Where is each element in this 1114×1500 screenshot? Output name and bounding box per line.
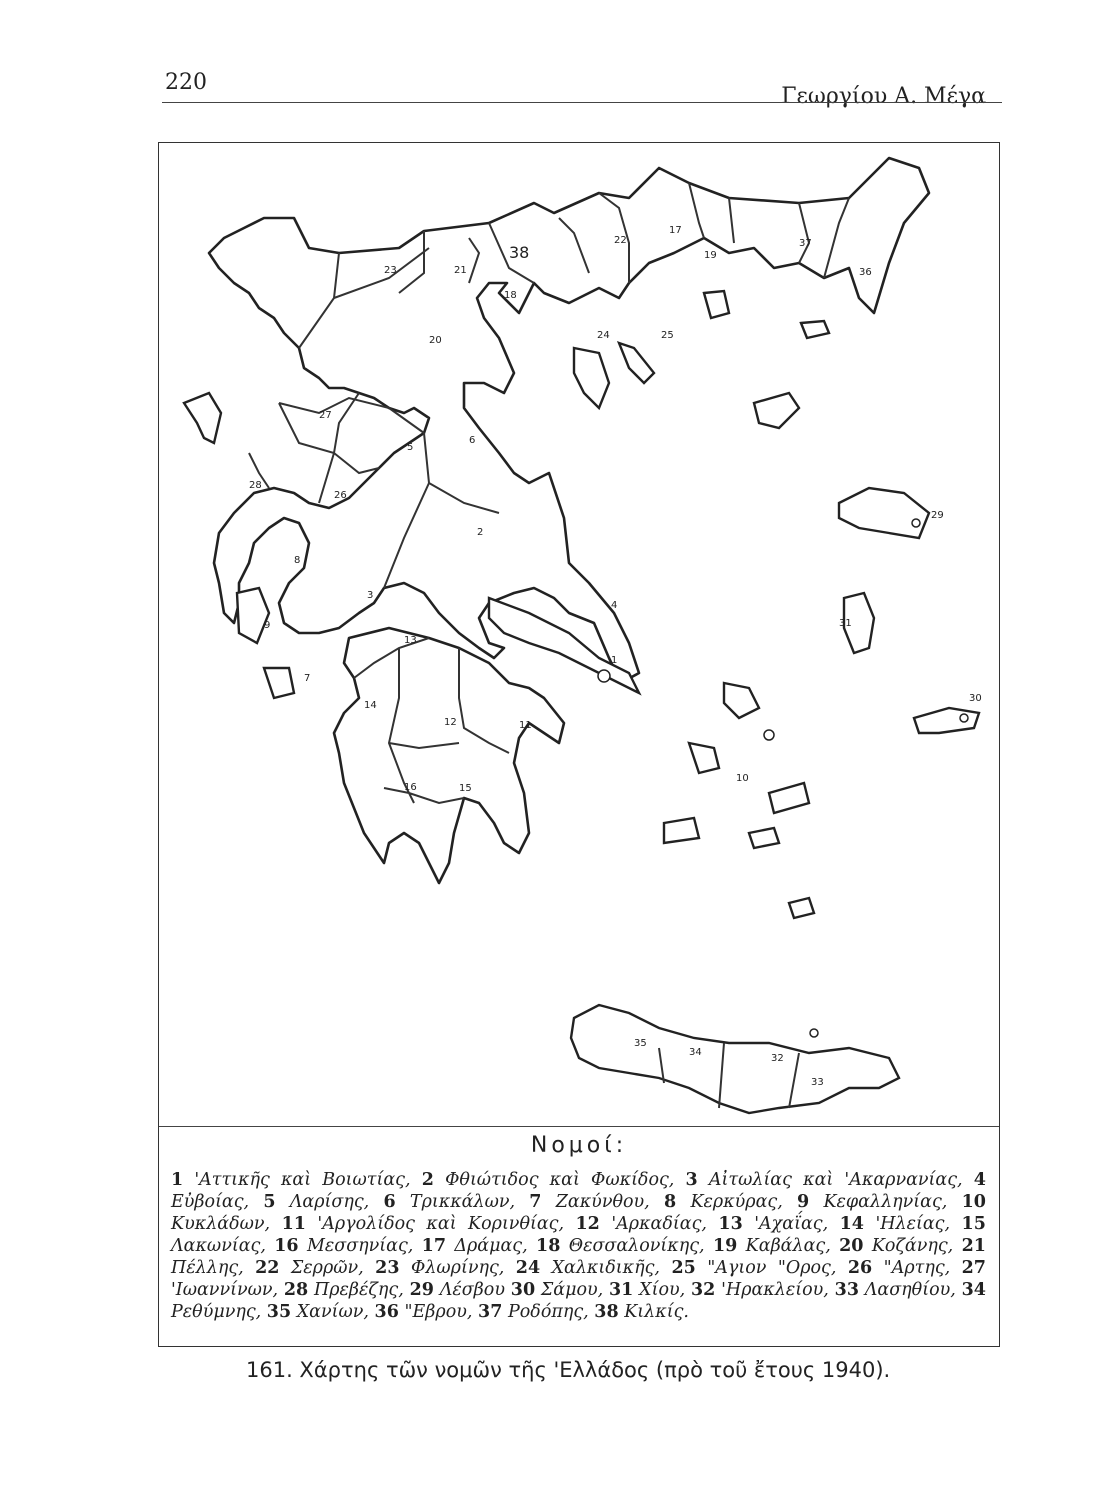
capital-marker [764, 730, 774, 740]
map-label: 1 [611, 655, 618, 666]
legend-entry-name: "Αγιον "Ορος, [707, 1258, 837, 1278]
map-label: 2 [477, 527, 484, 538]
legend-entry-name: Λέσβου [439, 1280, 505, 1300]
map-label: 30 [969, 693, 982, 704]
thasos-island [704, 291, 729, 318]
cyclades-islands [664, 683, 814, 918]
map-label: 35 [634, 1038, 647, 1049]
legend-entry-name: Κεφαλληνίας, [823, 1192, 948, 1212]
legend-entry-number: 36 [374, 1302, 399, 1322]
legend-entry-name: Μεσσηνίας, [306, 1236, 414, 1256]
map-label: 10 [736, 773, 749, 784]
map-area [159, 143, 998, 1125]
map-label: 20 [429, 335, 442, 346]
legend-entry-number: 18 [536, 1236, 561, 1256]
legend-entry-number: 30 [510, 1280, 536, 1300]
legend-entry-name: Λαρίσης, [289, 1192, 370, 1212]
samos-island [914, 708, 979, 733]
map-label: 4 [611, 600, 618, 611]
legend-entry-number: 34 [961, 1280, 986, 1300]
legend-entry-name: Τρικκάλων, [409, 1192, 516, 1212]
legend-entry-number: 38 [594, 1302, 619, 1322]
legend-entry-number: 15 [961, 1214, 986, 1234]
legend-entry-name: Κερκύρας, [690, 1192, 783, 1212]
legend-entry-name: Πρεβέζης, [313, 1280, 404, 1300]
map-label: 15 [459, 783, 472, 794]
legend-entry-name: Φλωρίνης, [410, 1258, 505, 1278]
legend-entry-number: 4 [973, 1170, 986, 1190]
legend-entry [835, 1280, 956, 1300]
legend-entry-name: "Αρτης, [883, 1258, 951, 1278]
lesbos-island [839, 488, 929, 538]
legend-entry-name: Καβάλας, [745, 1236, 831, 1256]
legend-entry-name: 'Ηλείας, [875, 1214, 951, 1234]
legend-entry [536, 1236, 705, 1256]
legend-entry-name: Ρεθύμνης, [171, 1302, 262, 1322]
legend-entry-name: 'Ηρακλείου, [721, 1280, 829, 1300]
map-label: 28 [249, 480, 262, 491]
legend-entry-number: 37 [478, 1302, 503, 1322]
legend-entry [609, 1280, 685, 1300]
legend-entry [839, 1236, 953, 1256]
legend-entry-name: 'Αργολίδος καὶ Κορινθίας, [317, 1214, 565, 1234]
capital-marker [960, 714, 968, 722]
mainland-coastline [209, 158, 929, 683]
legend-entry-number: 9 [797, 1192, 810, 1212]
legend-entry-name: Λακωνίας, [171, 1236, 266, 1256]
legend-entry [171, 1170, 411, 1190]
zakynthos-island [264, 668, 294, 698]
legend-entry [713, 1236, 831, 1256]
legend-entry [511, 1280, 603, 1300]
capital-marker [810, 1029, 818, 1037]
map-label: 32 [771, 1053, 784, 1064]
map-label: 26 [334, 490, 347, 501]
legend-entry-number: 27 [961, 1258, 986, 1278]
map-label: 24 [597, 330, 610, 341]
legend-entry-name: Θεσσαλονίκης, [568, 1236, 705, 1256]
legend-entry-number: 1 [171, 1170, 184, 1190]
map-label: 7 [304, 673, 311, 684]
legend-entry-name: Αἰτωλίας καὶ 'Ακαρνανίας, [708, 1170, 963, 1190]
legend-entry-name: Χίου, [639, 1280, 686, 1300]
legend-entry-name: Σερρῶν, [290, 1258, 364, 1278]
legend-entry-number: 13 [718, 1214, 743, 1234]
legend-entry-name: Εὐβοίας, [171, 1192, 250, 1212]
legend-entry-number: 17 [421, 1236, 447, 1256]
legend-entry-number: 2 [421, 1170, 434, 1190]
legend-entry-number: 22 [255, 1258, 280, 1278]
legend-entry-number: 11 [281, 1214, 306, 1234]
samothrace-island [801, 321, 829, 338]
legend-entry-number: 8 [664, 1192, 677, 1212]
legend-entry [718, 1214, 828, 1234]
map-label: 38 [509, 243, 530, 262]
legend-entry-number: 6 [383, 1192, 396, 1212]
legend-entry [594, 1302, 689, 1322]
legend-entry [529, 1192, 649, 1212]
legend-entry [375, 1258, 504, 1278]
map-label: 17 [669, 225, 682, 236]
legend-entry [284, 1280, 404, 1300]
map-label: 36 [859, 267, 872, 278]
legend-entry-number: 24 [515, 1258, 541, 1278]
legend-entry-name: Φθιώτιδος καὶ Φωκίδος, [445, 1170, 675, 1190]
map-label: 22 [614, 235, 627, 246]
prefecture-labels [249, 225, 982, 1088]
map-label: 31 [839, 618, 852, 629]
map-label: 29 [931, 510, 944, 521]
legend-entry [671, 1258, 836, 1278]
legend-entry-name: Σάμου, [540, 1280, 604, 1300]
kefalonia-island [237, 588, 269, 643]
map-label: 21 [454, 265, 467, 276]
legend-entry [664, 1192, 783, 1212]
legend-entry-name: Ροδόπης, [507, 1302, 589, 1322]
legend-entry [282, 1214, 564, 1234]
legend-entry [478, 1302, 589, 1322]
figure-frame [158, 142, 1000, 1347]
map-label: 34 [689, 1047, 702, 1058]
legend-entry-number: 14 [839, 1214, 864, 1234]
legend-entry-name: Ζακύνθου, [555, 1192, 650, 1212]
legend-rule [159, 1126, 999, 1127]
page-number: 220 [165, 70, 207, 95]
map-label: 13 [404, 635, 417, 646]
legend-entry-name: Δράμας, [454, 1236, 528, 1256]
legend-entry [255, 1258, 364, 1278]
euboea-island [489, 598, 639, 693]
legend-entry-name: Χανίων, [296, 1302, 369, 1322]
capital-marker [912, 519, 920, 527]
legend-entry-name: 'Ιωαννίνων, [171, 1280, 279, 1300]
legend-entry [267, 1302, 369, 1322]
map-label: 16 [404, 782, 417, 793]
header-rule [162, 102, 1002, 103]
legend-entry-number: 32 [690, 1280, 716, 1300]
legend-text [171, 1169, 986, 1323]
map-label: 9 [264, 620, 271, 631]
map-label: 18 [504, 290, 517, 301]
legend-entry-name: Λασηθίου, [864, 1280, 956, 1300]
legend-entry-name: Χαλκιδικῆς, [551, 1258, 660, 1278]
legend-entry-number: 16 [274, 1236, 299, 1256]
map-label: 27 [319, 410, 332, 421]
legend-entry [263, 1192, 369, 1212]
map-label: 19 [704, 250, 717, 261]
legend-entry [840, 1214, 950, 1234]
legend-entry [274, 1236, 413, 1256]
map-label: 5 [407, 442, 414, 453]
legend-entry-number: 29 [409, 1280, 434, 1300]
legend-entry [422, 1236, 528, 1256]
legend-entry-name: 'Αρκαδίας, [611, 1214, 707, 1234]
legend-entry [516, 1258, 660, 1278]
legend-entry-name: 'Αχαΐας, [754, 1214, 829, 1234]
legend-entry-name: Πέλλης, [171, 1258, 244, 1278]
legend-entry-number: 10 [961, 1192, 986, 1212]
legend-entry-name: 'Αττικῆς καὶ Βοιωτίας, [194, 1170, 411, 1190]
legend-entry-number: 25 [671, 1258, 696, 1278]
legend-entry [383, 1192, 515, 1212]
legend-entry-number: 3 [685, 1170, 698, 1190]
map-label: 8 [294, 555, 301, 566]
map-label: 14 [364, 700, 377, 711]
map-label: 11 [519, 720, 532, 731]
map-label: 3 [367, 590, 374, 601]
athos-peninsula [619, 343, 654, 383]
legend-entry-number: 28 [283, 1280, 309, 1300]
legend-entry-number: 23 [375, 1258, 400, 1278]
legend-entry [691, 1280, 829, 1300]
legend-entry [797, 1192, 947, 1212]
corfu-island [184, 393, 221, 443]
legend-entry [375, 1302, 473, 1322]
legend-entry [422, 1170, 675, 1190]
legend-entry-number: 21 [961, 1236, 986, 1256]
legend-entry-name: Κοζάνης, [871, 1236, 954, 1256]
legend-entry [576, 1214, 707, 1234]
legend-entry-number: 33 [834, 1280, 859, 1300]
crete-island [571, 1005, 899, 1113]
map-label: 23 [384, 265, 397, 276]
map-label: 12 [444, 717, 457, 728]
greece-prefectures-map [159, 143, 998, 1125]
map-label: 6 [469, 435, 476, 446]
legend-entry-number: 19 [712, 1236, 738, 1256]
legend-entry-name: Κυκλάδων, [171, 1214, 271, 1234]
legend-entry-number: 12 [575, 1214, 600, 1234]
map-label: 37 [799, 238, 812, 249]
legend-entry [410, 1280, 505, 1300]
legend-title: Νομοί: [530, 1133, 628, 1158]
legend-entry-number: 7 [529, 1192, 542, 1212]
map-label: 33 [811, 1077, 824, 1088]
legend-entry [848, 1258, 950, 1278]
legend-entry-name: "Εβρου, [404, 1302, 473, 1322]
figure-caption: 161. Χάρτης τῶν νομῶν τῆς 'Ελλάδος (πρὸ τοῦ ἔτους 1940). [246, 1358, 891, 1382]
legend-entry-number: 31 [609, 1280, 634, 1300]
legend-entry-number: 5 [263, 1192, 276, 1212]
capital-marker [598, 670, 610, 682]
map-label: 25 [661, 330, 674, 341]
legend-entry-number: 35 [266, 1302, 292, 1322]
lemnos-island [754, 393, 799, 428]
running-head: Γεωργίου Α. Μέγα [781, 84, 986, 109]
chalkidiki-peninsula [574, 348, 609, 408]
legend-entry-number: 26 [847, 1258, 873, 1278]
legend-entry [686, 1170, 963, 1190]
legend-entry-number: 20 [839, 1236, 864, 1256]
legend-entry-name: Κιλκίς. [624, 1302, 689, 1322]
